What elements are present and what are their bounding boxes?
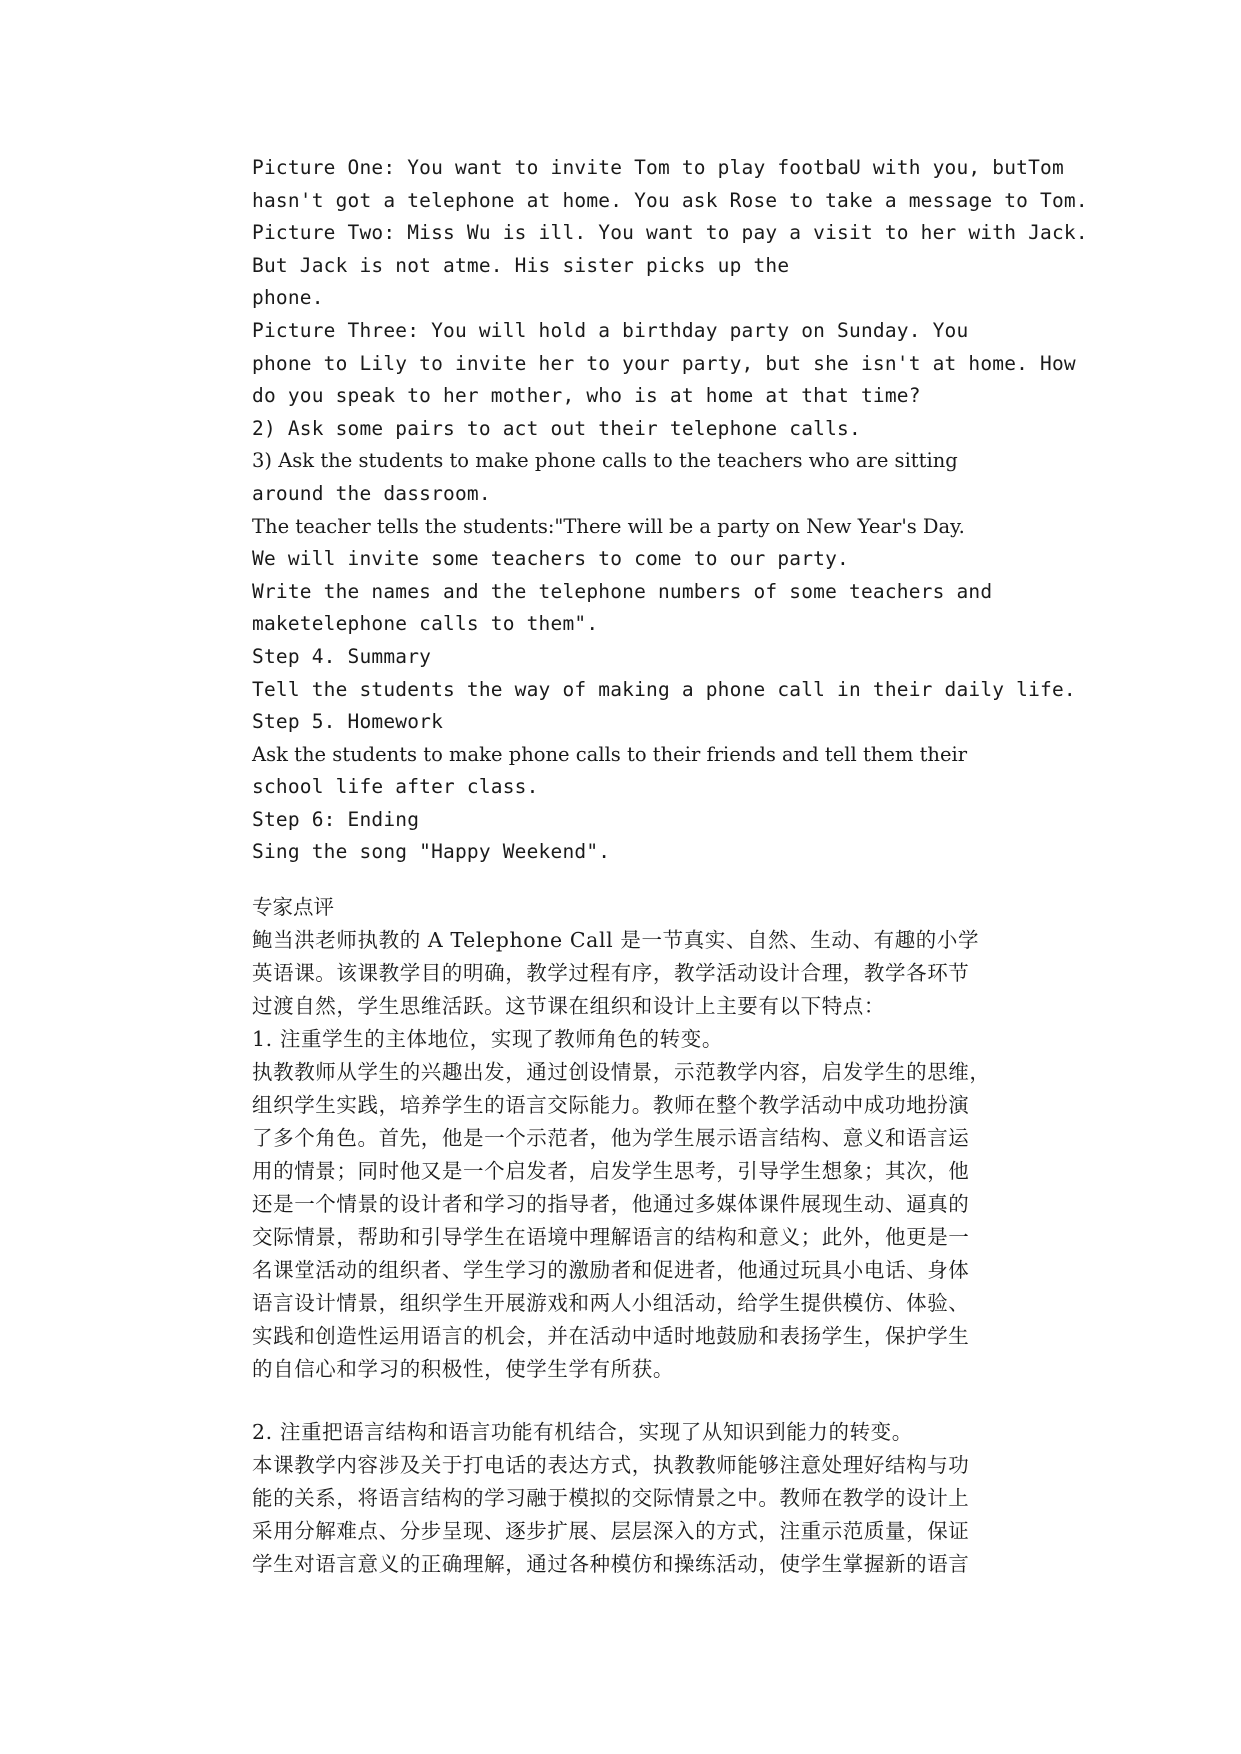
- text-line: school life after class.: [252, 775, 539, 799]
- text-line: Tell the students the way of making a phone call in their daily life.: [252, 677, 1076, 701]
- text-line: around the dassroom.: [252, 481, 491, 505]
- paragraph-line: 用的情景；同时他又是一个启发者，启发学生思考，引导学生想象；其次，他: [252, 1159, 970, 1184]
- point-heading: 1. 注重学生的主体地位，实现了教师角色的转变。: [252, 1027, 723, 1052]
- paragraph-line: 英语课。该课教学目的明确，教学过程有序，教学活动设计合理，教学各环节: [252, 961, 970, 986]
- paragraph-line: 鲍当洪老师执教的 A Telephone Call 是一节真实、自然、生动、有趣的小学: [252, 928, 980, 953]
- text-line: The teacher tells the students:"There will be a party on New Year's Day.: [252, 514, 965, 538]
- paragraph-line: 学生对语言意义的正确理解，通过各种模仿和操练活动，使学生掌握新的语言: [252, 1552, 970, 1577]
- section-heading: 专家点评: [252, 895, 334, 920]
- text-line: Write the names and the telephone numbers of some teachers and: [252, 579, 993, 603]
- paragraph-line: 能的关系，将语言结构的学习融于模拟的交际情景之中。教师在教学的设计上: [252, 1486, 970, 1511]
- spacer: [252, 869, 992, 891]
- spacer: [252, 1386, 992, 1416]
- text-line: Ask the students to make phone calls to their friends and tell them their: [252, 742, 968, 766]
- text-line: maketelephone calls to them".: [252, 612, 599, 636]
- text-line: hasn't got a telephone at home. You ask Rose to take a message to Tom.: [252, 188, 1088, 212]
- document-body: [252, 152, 1088, 1581]
- text-line: Sing the song "Happy Weekend".: [252, 840, 611, 864]
- text-line: do you speak to her mother, who is at home at that time?: [252, 384, 921, 408]
- step-heading: Step 4. Summary: [252, 644, 432, 668]
- paragraph-line: 采用分解难点、分步呈现、逐步扩展、层层深入的方式，注重示范质量，保证: [252, 1519, 970, 1544]
- paragraph-line: 交际情景，帮助和引导学生在语境中理解语言的结构和意义；此外，他更是一: [252, 1225, 970, 1250]
- paragraph-line: 组织学生实践，培养学生的语言交际能力。教师在整个教学活动中成功地扮演: [252, 1093, 970, 1118]
- expert-review-section: [252, 891, 992, 1581]
- paragraph-line: 了多个角色。首先，他是一个示范者，他为学生展示语言结构、意义和语言运: [252, 1126, 970, 1151]
- text-line: 2) Ask some pairs to act out their telephone calls.: [252, 416, 861, 440]
- english-lesson-steps: [252, 152, 1088, 869]
- paragraph-line: 实践和创造性运用语言的机会，并在活动中适时地鼓励和表扬学生，保护学生: [252, 1324, 970, 1349]
- paragraph-line: 的自信心和学习的积极性，使学生学有所获。: [252, 1357, 674, 1382]
- paragraph-line: 还是一个情景的设计者和学习的指导者，他通过多媒体课件展现生动、逼真的: [252, 1192, 970, 1217]
- paragraph-line: 本课教学内容涉及关于打电话的表达方式，执教教师能够注意处理好结构与功: [252, 1453, 970, 1478]
- text-line: Picture Three: You will hold a birthday party on Sunday. You: [252, 318, 969, 342]
- point-heading: 2. 注重把语言结构和语言功能有机结合，实现了从知识到能力的转变。: [252, 1420, 913, 1445]
- paragraph-line: 过渡自然，学生思维活跃。这节课在组织和设计上主要有以下特点：: [252, 994, 885, 1019]
- text-line: phone to Lily to invite her to your party, but she isn't at home. How: [252, 351, 1076, 375]
- paragraph-line: 名课堂活动的组织者、学生学习的激励者和促进者，他通过玩具小电话、身体: [252, 1258, 970, 1283]
- text-line: Picture Two: Miss Wu is ill. You want to pay a visit to her with Jack.: [252, 221, 1088, 245]
- text-line: phone.: [252, 286, 324, 310]
- text-line: Picture One: You want to invite Tom to play footbaU with you, butTom: [252, 156, 1064, 179]
- paragraph-line: 语言设计情景，组织学生开展游戏和两人小组活动，给学生提供模仿、体验、: [252, 1291, 970, 1316]
- step-heading: Step 6: Ending: [252, 807, 420, 831]
- paragraph-line: 执教教师从学生的兴趣出发，通过创设情景，示范教学内容，启发学生的思维，: [252, 1060, 991, 1085]
- text-line: We will invite some teachers to come to our party.: [252, 547, 849, 571]
- text-line: But Jack is not atme. His sister picks up the: [252, 253, 790, 277]
- text-line: 3) Ask the students to make phone calls to the teachers who are sitting: [252, 449, 958, 473]
- step-heading: Step 5. Homework: [252, 710, 444, 734]
